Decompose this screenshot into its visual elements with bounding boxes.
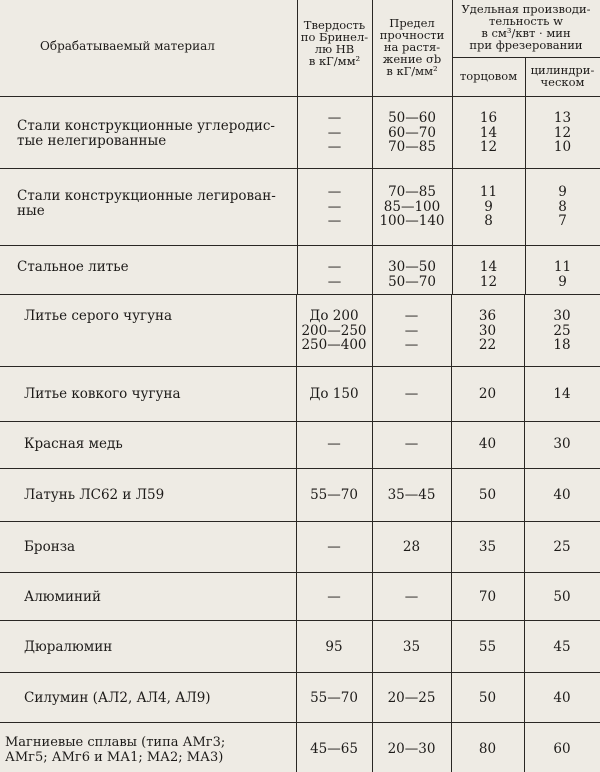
face-cell: 20 [478, 386, 497, 402]
hardness-column-header [297, 19, 372, 67]
header-line: ческом [540, 75, 585, 89]
header-bottom-rule [0, 96, 600, 97]
value-line: — [404, 337, 419, 353]
row-rule [0, 366, 600, 367]
hardness-cell: До 150 [309, 386, 359, 402]
material-line: Литье ковкого чугуна [24, 386, 181, 402]
value-line: 8 [558, 198, 567, 215]
header-line: лю HB [314, 42, 355, 56]
value-line: 85—100 [383, 198, 441, 215]
row-rule [0, 620, 600, 621]
face-cell [452, 111, 525, 155]
col-rule [525, 57, 526, 294]
value-line: — [327, 213, 342, 229]
material-line: Алюминий [24, 589, 102, 605]
material-line: Стали конструкционные углеродис- [17, 118, 275, 134]
material-line: АМг5; АМг6 и МА1; МА2; МА3) [5, 750, 224, 765]
cylindrical-cell: 14 [553, 386, 571, 402]
hardness-cell: — [327, 436, 341, 452]
value-line: — [404, 322, 419, 339]
header-line: на растя- [383, 40, 441, 54]
value-line: 18 [553, 337, 571, 353]
face-cell: 50 [478, 690, 497, 706]
row-rule [0, 521, 600, 522]
value-line: 60—70 [388, 124, 436, 141]
material-line: Стали конструкционные легирован- [17, 188, 276, 204]
productivity-group-header [452, 3, 600, 51]
header-line: тельность w [489, 14, 563, 28]
hardness-cell [296, 309, 372, 353]
value-line: 12 [479, 273, 498, 290]
material-line: Литье серого чугуна [24, 308, 173, 324]
value-line: 9 [484, 198, 493, 215]
row-rule [0, 168, 600, 169]
value-line: 100—140 [379, 213, 445, 229]
value-line: 200—250 [301, 322, 367, 339]
strength-cell: — [404, 436, 419, 452]
strength-cell: 35 [402, 639, 421, 655]
header-line: Удельная производи- [461, 2, 591, 16]
material-column-header: Обрабатываемый материал [40, 39, 215, 53]
header-line: в кГ/мм² [308, 54, 361, 68]
value-line: — [327, 124, 342, 141]
face-cell: 70 [478, 589, 497, 605]
value-line: 14 [479, 259, 498, 275]
header-line: в кГ/мм² [386, 64, 438, 78]
material-line: Магниевые сплавы (типа АМг3; [5, 735, 226, 750]
strength-cell: 20—30 [387, 741, 436, 757]
value-line: — [327, 198, 342, 215]
material-cell [24, 488, 164, 503]
face-cell [451, 309, 524, 353]
value-line: 13 [553, 110, 572, 126]
hardness-cell: 55—70 [310, 690, 358, 706]
cylindrical-cell: 40 [553, 487, 571, 503]
row-rule [0, 672, 600, 673]
material-cell [17, 189, 276, 219]
face-cell [452, 260, 525, 289]
header-line: цилиндри- [530, 63, 595, 77]
value-line: 7 [558, 213, 567, 229]
cylindrical-cell: 30 [553, 436, 571, 452]
strength-cell: 35—45 [387, 487, 436, 503]
cylindrical-cell [525, 111, 600, 155]
hardness-cell [297, 111, 372, 155]
cylindrical-milling-header [525, 64, 600, 88]
hardness-cell: 45—65 [310, 741, 358, 757]
face-cell: 80 [478, 741, 497, 757]
strength-cell [372, 309, 451, 353]
material-cell [24, 590, 101, 605]
material-line: ные [17, 203, 45, 219]
face-cell: 50 [478, 487, 497, 503]
cylindrical-cell [524, 309, 600, 353]
header-line: в см³/квт · мин [481, 26, 571, 40]
value-line: 11 [553, 259, 572, 275]
row-rule [0, 572, 600, 573]
material-line: Латунь ЛС62 и Л59 [24, 487, 165, 503]
cylindrical-cell [525, 185, 600, 229]
value-line: — [327, 273, 342, 290]
value-line: — [404, 308, 419, 324]
row-rule [0, 245, 600, 246]
header-line: при фрезеровании [469, 38, 583, 52]
row-rule [0, 722, 600, 723]
value-line: 22 [478, 337, 497, 353]
strength-cell: — [404, 589, 419, 605]
strength-cell [372, 111, 452, 155]
value-line: 50—60 [388, 110, 436, 126]
material-line: Красная медь [24, 436, 123, 452]
value-line: 30—50 [388, 259, 436, 275]
value-line: — [327, 110, 342, 126]
face-cell: 40 [478, 436, 497, 452]
header-line: Твердость [303, 18, 366, 32]
value-line: — [327, 139, 342, 155]
value-line: 70—85 [388, 139, 436, 155]
strength-cell [372, 260, 452, 289]
header-line: жение σb [382, 52, 442, 66]
value-line: 9 [558, 184, 567, 200]
value-line: 11 [479, 184, 498, 200]
face-cell: 55 [478, 639, 497, 655]
hardness-cell: 55—70 [310, 487, 358, 503]
material-line: Стальное литье [17, 259, 129, 275]
header-line: по Бринел- [300, 30, 369, 44]
material-cell [17, 260, 129, 275]
material-line: Силумин (АЛ2, АЛ4, АЛ9) [24, 690, 211, 706]
cylindrical-cell: 25 [553, 539, 571, 555]
row-rule [0, 468, 600, 469]
strength-cell: 20—25 [387, 690, 436, 706]
hardness-cell [297, 260, 372, 289]
hardness-cell: — [327, 589, 341, 605]
face-milling-header: торцовом [459, 69, 518, 83]
value-line: 12 [479, 139, 498, 155]
strength-cell: 28 [402, 539, 421, 555]
value-line: 250—400 [301, 337, 367, 353]
material-cell [24, 437, 123, 452]
face-cell: 35 [478, 539, 497, 555]
strength-cell [372, 185, 452, 229]
material-line: тые нелегированные [17, 133, 167, 149]
hardness-cell [297, 185, 372, 229]
header-line: Предел [389, 16, 435, 30]
cylindrical-cell: 50 [553, 589, 571, 605]
value-line: До 200 [309, 308, 359, 324]
header-line: прочности [379, 28, 445, 42]
material-cell [17, 119, 275, 149]
material-cell [24, 540, 75, 555]
value-line: 30 [478, 322, 497, 339]
value-line: 9 [558, 273, 567, 290]
value-line: 70—85 [388, 184, 436, 200]
material-cell [24, 640, 112, 655]
value-line: 8 [484, 213, 493, 229]
material-cell [24, 309, 172, 324]
value-line: — [327, 259, 342, 275]
material-line: Дюралюмин [24, 639, 113, 655]
value-line: 25 [553, 322, 571, 339]
hardness-cell: — [327, 539, 341, 555]
value-line: 16 [479, 110, 498, 126]
value-line: — [327, 184, 342, 200]
group-header-rule [452, 57, 600, 58]
value-line: 10 [553, 139, 572, 155]
hardness-cell: 95 [325, 639, 343, 655]
value-line: 14 [479, 124, 498, 141]
row-rule [0, 421, 600, 422]
material-cell [24, 691, 211, 706]
value-line: 50—70 [388, 273, 436, 290]
cylindrical-cell: 60 [553, 741, 571, 757]
material-line: Бронза [24, 539, 76, 555]
face-cell [452, 185, 525, 229]
material-cell [24, 387, 181, 402]
strength-column-header [372, 17, 452, 77]
material-cell [5, 735, 225, 765]
row-rule [0, 294, 600, 295]
value-line: 12 [553, 124, 572, 141]
value-line: 36 [478, 308, 497, 324]
strength-cell: — [404, 386, 419, 402]
value-line: 30 [553, 308, 571, 324]
cylindrical-cell: 40 [553, 690, 571, 706]
cylindrical-cell [525, 260, 600, 289]
cylindrical-cell: 45 [553, 639, 571, 655]
